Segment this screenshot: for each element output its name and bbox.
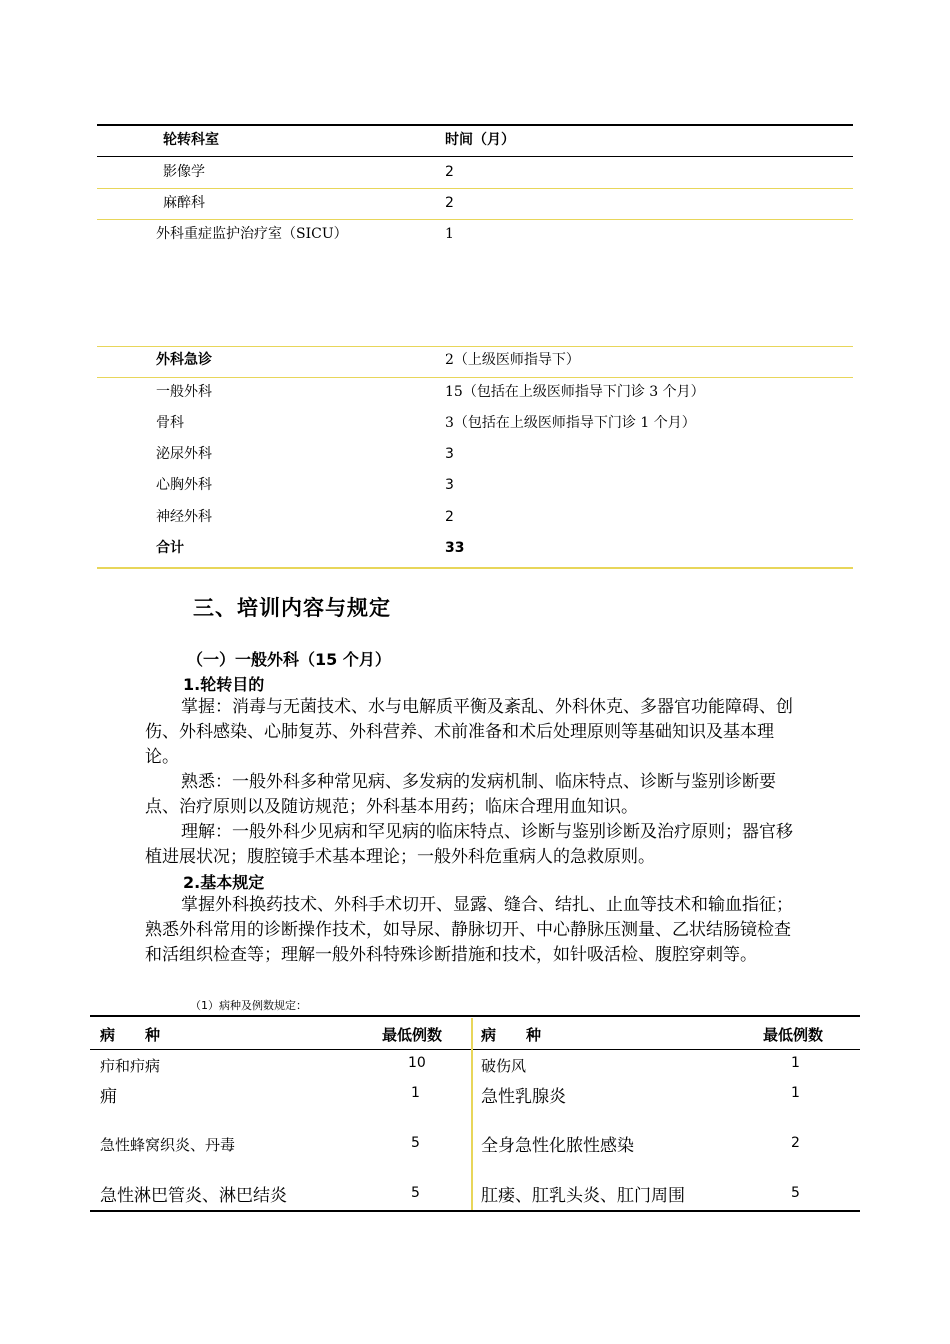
- header-min-cases-left: 最低例数: [382, 1026, 443, 1044]
- disease-name: 急性乳腺炎: [481, 1087, 566, 1107]
- disease-count: 5: [791, 1185, 800, 1201]
- row-dept: 神经外科: [156, 509, 212, 525]
- disease-name: 痈: [100, 1087, 117, 1107]
- disease-table-top-rule: [90, 1015, 860, 1017]
- disease-name: 疖和疖病: [100, 1057, 161, 1075]
- total-label: 合计: [156, 540, 184, 556]
- row-months: 2: [445, 195, 454, 211]
- disease-count: 10: [408, 1055, 426, 1071]
- disease-table-header-rule: [90, 1049, 860, 1050]
- disease-name: 全身急性化脓性感染: [481, 1136, 634, 1156]
- header-dept: 轮转科室: [163, 132, 219, 148]
- item2-title: 2.基本规定: [183, 873, 265, 892]
- disease-name: 急性淋巴管炎、淋巴结炎: [100, 1186, 287, 1206]
- disease-count: 1: [791, 1055, 800, 1071]
- row-months: 3（包括在上级医师指导下门诊 1 个月）: [445, 415, 696, 431]
- row-months: 3: [445, 477, 454, 493]
- para-requirements: 掌握外科换药技术、外科手术切开、显露、缝合、结扎、止血等技术和输血指征；熟悉外科常用的诊断操作技术，如导尿、静脉切开、中心静脉压测量、乙状结肠镜检查和活组织检查等；理解一般外科特殊诊断措施和技术，如针吸活检、腹腔穿刺等。: [145, 895, 793, 965]
- row-months: 1: [445, 226, 454, 242]
- para-master: 掌握：消毒与无菌技术、水与电解质平衡及紊乱、外科休克、多器官功能障碍、创伤、外科感染、心肺复苏、外科营养、术前准备和术后处理原则等基础知识及基本理论。: [145, 697, 793, 767]
- row-months: 2: [445, 164, 454, 180]
- row-months: 15（包括在上级医师指导下门诊 3 个月）: [445, 384, 705, 400]
- disease-name: 急性蜂窝织炎、丹毒: [100, 1136, 236, 1154]
- para-understand: 理解：一般外科少见病和罕见病的临床特点、诊断与鉴别诊断及治疗原则；器官移植进展状况；腹腔镜手术基本理论；一般外科危重病人的急救原则。: [145, 822, 793, 867]
- section-title: 三、培训内容与规定: [193, 595, 391, 620]
- disease-table-divider: [471, 1018, 473, 1212]
- disease-table-bottom-rule: [90, 1210, 860, 1212]
- row-dept: 外科急诊: [156, 352, 212, 368]
- disease-name: 破伤风: [481, 1057, 527, 1075]
- row-months: 2: [445, 509, 454, 525]
- header-disease-right: 病 种: [481, 1026, 542, 1044]
- row-months: 2（上级医师指导下）: [445, 352, 580, 368]
- disease-count: 5: [411, 1185, 420, 1201]
- disease-count: 2: [791, 1135, 800, 1151]
- row-dept: 一般外科: [156, 384, 212, 400]
- item1-title: 1.轮转目的: [183, 675, 265, 694]
- disease-count: 1: [791, 1085, 800, 1101]
- header-min-cases-right: 最低例数: [763, 1026, 824, 1044]
- para-familiar: 熟悉：一般外科多种常见病、多发病的发病机制、临床特点、诊断与鉴别诊断要点、治疗原则以及随访规范；外科基本用药；临床合理用血知识。: [145, 772, 776, 817]
- disease-count: 1: [411, 1085, 420, 1101]
- table-caption: （1）病种及例数规定：: [190, 999, 307, 1012]
- table-bottom-rule: [97, 567, 853, 569]
- header-disease-left: 病 种: [100, 1026, 161, 1044]
- disease-name: 肛瘘、肛乳头炎、肛门周围: [481, 1186, 685, 1206]
- row-dept: 骨科: [156, 415, 184, 431]
- header-months: 时间（月）: [445, 132, 515, 148]
- disease-count: 5: [411, 1135, 420, 1151]
- row-dept: 影像学: [163, 164, 205, 180]
- row-dept: 外科重症监护治疗室（SICU）: [156, 226, 348, 242]
- row-months: 3: [445, 446, 454, 462]
- row-dept: 心胸外科: [156, 477, 212, 493]
- row-dept: 泌尿外科: [156, 446, 212, 462]
- subsection-title: （一）一般外科（15 个月）: [187, 650, 391, 669]
- row-dept: 麻醉科: [163, 195, 205, 211]
- total-months: 33: [445, 540, 465, 556]
